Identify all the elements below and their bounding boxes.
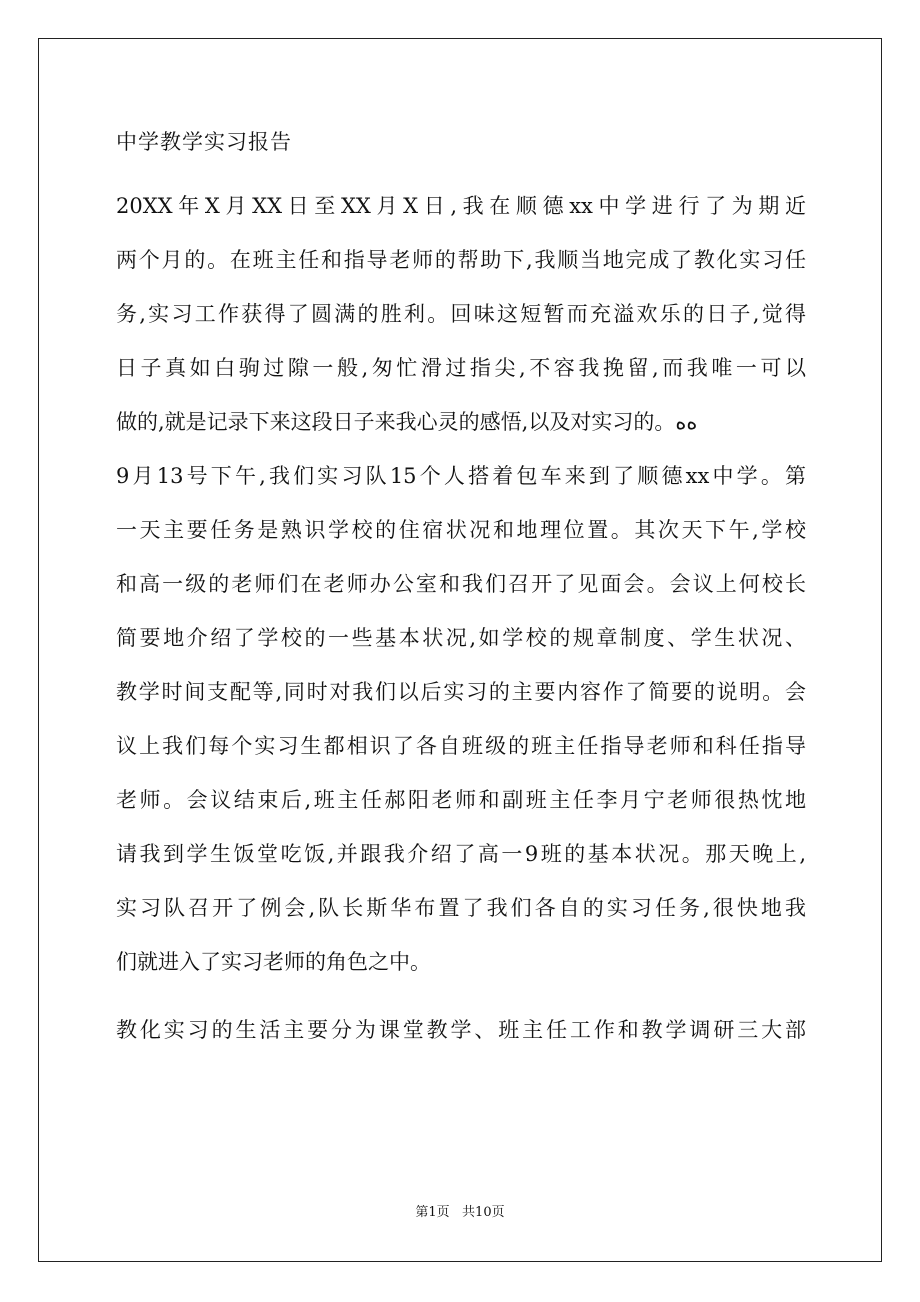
body-line-15: 们就进入了实习老师的角色之中。 bbox=[116, 950, 431, 974]
body-line-16: 教化实习的生活主要分为课堂教学、班主任工作和教学调研三大部 bbox=[116, 1018, 806, 1042]
body-line-2: 两个月的。在班主任和指导老师的帮助下,我顺当地完成了教化实习任 bbox=[116, 248, 806, 272]
body-line-6: 9月13号下午,我们实习队15个人搭着包车来到了顺德xx中学。第 bbox=[116, 464, 806, 488]
body-line-3: 务,实习工作获得了圆满的胜利。回味这短暂而充溢欢乐的日子,觉得 bbox=[116, 302, 806, 326]
body-line-14: 实习队召开了例会,队长斯华布置了我们各自的实习任务,很快地我 bbox=[116, 896, 806, 920]
body-line-13: 请我到学生饭堂吃饭,并跟我介绍了高一9班的基本状况。那天晚上, bbox=[116, 842, 806, 866]
body-line-5: 做的,就是记录下来这段日子来我心灵的感悟,以及对实习的。ﻩﻩ bbox=[116, 410, 698, 434]
body-line-11: 议上我们每个实习生都相识了各自班级的班主任指导老师和科任指导 bbox=[116, 734, 806, 758]
body-line-8: 和高一级的老师们在老师办公室和我们召开了见面会。会议上何校长 bbox=[116, 572, 806, 596]
body-line-10: 教学时间支配等,同时对我们以后实习的主要内容作了简要的说明。会 bbox=[116, 680, 806, 704]
document-title: 中学教学实习报告 bbox=[116, 130, 292, 154]
body-line-9: 简要地介绍了学校的一些基本状况,如学校的规章制度、学生状况、 bbox=[116, 626, 806, 650]
page-footer: 第1页 共10页 bbox=[415, 1205, 505, 1220]
body-line-1: 20XX年X月XX日至XX月X日,我在顺德xx中学进行了为期近 bbox=[116, 194, 806, 218]
body-line-7: 一天主要任务是熟识学校的住宿状况和地理位置。其次天下午,学校 bbox=[116, 518, 806, 542]
body-line-4: 日子真如白驹过隙一般,匆忙滑过指尖,不容我挽留,而我唯一可以 bbox=[116, 356, 806, 380]
body-line-12: 老师。会议结束后,班主任郝阳老师和副班主任李月宁老师很热忱地 bbox=[116, 788, 806, 812]
